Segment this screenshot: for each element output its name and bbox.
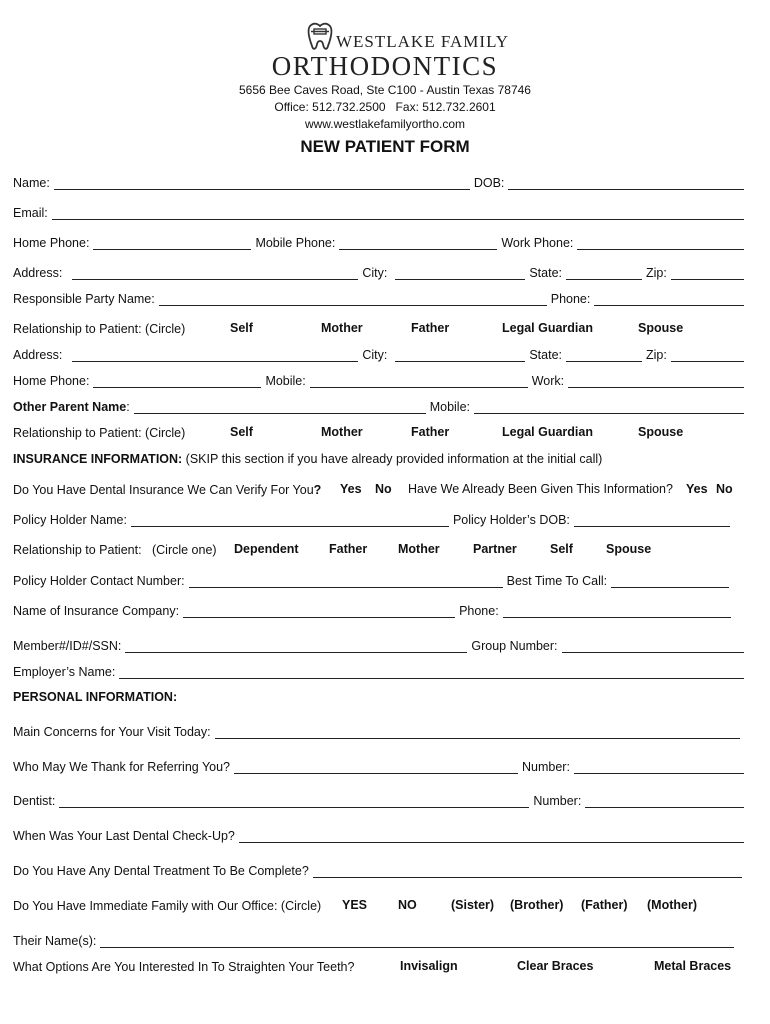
insurance-company-label: Name of Insurance Company: <box>13 604 180 618</box>
zip-2-field[interactable] <box>671 348 744 362</box>
state-field[interactable] <box>566 266 642 280</box>
referral-number-field[interactable] <box>574 760 744 774</box>
relationship-2-option-mother[interactable]: Mother <box>321 425 363 439</box>
dentist-number-field[interactable] <box>585 794 744 808</box>
practice-website[interactable]: www.westlakefamilyortho.com <box>304 117 466 131</box>
policy-option-father[interactable]: Father <box>329 542 368 556</box>
main-concerns-label: Main Concerns for Your Visit Today: <box>13 725 211 739</box>
mobile-2-field[interactable] <box>310 374 528 388</box>
relationship-option-mother[interactable]: Mother <box>321 321 363 335</box>
zip-2-label: Zip: <box>646 348 667 362</box>
policy-holder-dob-field[interactable] <box>574 513 730 527</box>
page-title: NEW PATIENT FORM <box>300 137 470 156</box>
policy-contact-field[interactable] <box>189 574 503 588</box>
row-phones-2 <box>13 370 748 388</box>
relationship-option-legal-guardian[interactable]: Legal Guardian <box>502 321 593 335</box>
home-phone-2-field[interactable] <box>93 374 261 388</box>
row-treatment-options <box>13 956 748 974</box>
responsible-party-field[interactable] <box>159 292 547 306</box>
home-phone-field[interactable] <box>93 236 251 250</box>
insurance-phone-field[interactable] <box>503 604 731 618</box>
treatment-label: Do You Have Any Dental Treatment To Be Complete? <box>13 864 309 878</box>
dob-label: DOB: <box>473 176 505 190</box>
relationship-2-option-father[interactable]: Father <box>411 425 450 439</box>
email-field[interactable] <box>52 206 744 220</box>
row-policy-relationship <box>13 539 748 557</box>
row-phones <box>13 232 748 250</box>
relationship-2-option-self[interactable]: Self <box>230 425 253 439</box>
row-member-id <box>13 635 748 653</box>
their-names-label: Their Name(s): <box>13 934 97 948</box>
policy-contact-label: Policy Holder Contact Number: <box>13 574 185 588</box>
main-concerns-field[interactable] <box>215 725 740 739</box>
city-2-field[interactable] <box>395 348 525 362</box>
member-id-label: Member#/ID#/SSN: <box>13 639 122 653</box>
row-relationship-2 <box>13 422 748 440</box>
last-checkup-field[interactable] <box>239 829 744 843</box>
treatment-field[interactable] <box>313 864 742 878</box>
other-parent-label: Other Parent Name <box>13 400 127 414</box>
state-label: State: <box>529 266 563 280</box>
family-mother-option[interactable]: (Mother) <box>647 898 697 912</box>
practice-address: 5656 Bee Caves Road, Ste C100 - Austin Texas 78746 <box>239 83 531 97</box>
insurance-heading: INSURANCE INFORMATION: <box>13 452 183 466</box>
responsible-phone-label: Phone: <box>550 292 591 306</box>
policy-relationship-label: Relationship to Patient: (Circle one) <box>13 543 217 557</box>
row-insurance-company <box>13 600 748 618</box>
insurance-verify-question: Do You Have Dental Insurance We Can Verify For You <box>13 483 314 497</box>
row-referral <box>13 756 748 774</box>
zip-field[interactable] <box>671 266 744 280</box>
state-2-label: State: <box>529 348 563 362</box>
their-names-field[interactable] <box>100 934 734 948</box>
family-brother-option[interactable]: (Brother) <box>510 898 564 912</box>
last-checkup-label: When Was Your Last Dental Check-Up? <box>13 829 235 843</box>
insurance-verify-question-mark: ? <box>313 483 322 497</box>
policy-option-spouse[interactable]: Spouse <box>606 542 652 556</box>
form-header <box>0 18 770 157</box>
personal-heading: PERSONAL INFORMATION: <box>13 690 178 704</box>
row-policy-holder <box>13 509 748 527</box>
tooth-logo-icon <box>300 20 340 54</box>
family-father-option[interactable]: (Father) <box>581 898 628 912</box>
work-phone-label: Work Phone: <box>501 236 574 250</box>
policy-option-mother[interactable]: Mother <box>398 542 440 556</box>
dentist-number-label: Number: <box>533 794 582 808</box>
other-parent-mobile-field[interactable] <box>474 400 744 414</box>
relationship-option-spouse[interactable]: Spouse <box>638 321 684 335</box>
city-2-label: City: <box>362 348 388 362</box>
address-2-label: Address: <box>13 348 63 362</box>
best-time-field[interactable] <box>611 574 729 588</box>
policy-option-self[interactable]: Self <box>550 542 573 556</box>
email-label: Email: <box>13 206 48 220</box>
relationship-option-self[interactable]: Self <box>230 321 253 335</box>
row-responsible-party <box>13 288 748 306</box>
practice-logo <box>0 18 770 80</box>
city-field[interactable] <box>395 266 525 280</box>
relationship-2-option-spouse[interactable]: Spouse <box>638 425 684 439</box>
row-immediate-family <box>13 895 748 913</box>
row-employer <box>13 661 748 679</box>
relationship-2-option-legal-guardian[interactable]: Legal Guardian <box>502 425 593 439</box>
zip-label: Zip: <box>646 266 667 280</box>
given-yes-option[interactable]: Yes <box>686 482 708 496</box>
verify-yes-option[interactable]: Yes <box>340 482 362 496</box>
practice-phones: Office: 512.732.2500 Fax: 512.732.2601 <box>274 100 496 114</box>
other-parent-colon: : <box>126 400 130 414</box>
family-question: Do You Have Immediate Family with Our Office: (Circle) <box>13 899 322 913</box>
insurance-heading-note: (SKIP this section if you have already provided information at the initial call) <box>182 452 603 466</box>
row-other-parent <box>13 396 748 414</box>
family-no-option[interactable]: NO <box>398 898 417 912</box>
insurance-given-question: Have We Already Been Given This Information? <box>408 482 673 496</box>
policy-option-dependent[interactable]: Dependent <box>234 542 299 556</box>
city-label: City: <box>362 266 388 280</box>
row-address <box>13 262 748 280</box>
row-last-checkup <box>13 825 748 843</box>
relationship-option-father[interactable]: Father <box>411 321 450 335</box>
option-metal-braces[interactable]: Metal Braces <box>654 959 732 973</box>
employer-label: Employer’s Name: <box>13 665 116 679</box>
referral-number-label: Number: <box>522 760 570 774</box>
relationship-label: Relationship to Patient: (Circle) <box>13 322 186 336</box>
row-their-names <box>13 930 748 948</box>
option-clear-braces[interactable]: Clear Braces <box>517 959 594 973</box>
insurance-section-heading <box>13 448 748 466</box>
mobile-phone-label: Mobile Phone: <box>255 236 336 250</box>
address-field[interactable] <box>72 266 358 280</box>
name-label: Name: <box>13 176 50 190</box>
logo-main-text: ORTHODONTICS <box>271 51 499 81</box>
row-name-dob <box>13 172 748 190</box>
work-phone-field[interactable] <box>577 236 744 250</box>
group-number-label: Group Number: <box>471 639 558 653</box>
row-main-concerns <box>13 721 748 739</box>
row-policy-contact <box>13 570 748 588</box>
insurance-phone-label: Phone: <box>459 604 499 618</box>
row-relationship-1 <box>13 318 748 336</box>
family-yes-option[interactable]: YES <box>342 898 368 912</box>
option-invisalign[interactable]: Invisalign <box>400 959 458 973</box>
given-no-option[interactable]: No <box>716 482 733 496</box>
personal-section-heading <box>13 686 748 704</box>
group-number-field[interactable] <box>562 639 744 653</box>
referral-field[interactable] <box>234 760 518 774</box>
row-address-2 <box>13 344 748 362</box>
row-insurance-verify <box>13 479 748 497</box>
insurance-company-field[interactable] <box>183 604 455 618</box>
policy-holder-dob-label: Policy Holder’s DOB: <box>452 513 570 527</box>
address-label: Address: <box>13 266 63 280</box>
verify-no-option[interactable]: No <box>375 482 392 496</box>
logo-top-text: WESTLAKE FAMILY <box>336 32 510 51</box>
family-sister-option[interactable]: (Sister) <box>451 898 495 912</box>
best-time-label: Best Time To Call: <box>506 574 608 588</box>
relationship-2-label: Relationship to Patient: (Circle) <box>13 426 186 440</box>
name-field[interactable] <box>54 176 470 190</box>
row-dentist <box>13 790 748 808</box>
row-treatment <box>13 860 748 878</box>
options-question: What Options Are You Interested In To Straighten Your Teeth? <box>13 960 355 974</box>
responsible-phone-field[interactable] <box>594 292 744 306</box>
other-parent-mobile-label: Mobile: <box>429 400 471 414</box>
policy-option-partner[interactable]: Partner <box>473 542 517 556</box>
policy-holder-name-field[interactable] <box>131 513 449 527</box>
responsible-party-label: Responsible Party Name: <box>13 292 155 306</box>
mobile-phone-field[interactable] <box>339 236 497 250</box>
policy-holder-name-label: Policy Holder Name: <box>13 513 127 527</box>
referral-label: Who May We Thank for Referring You? <box>13 760 231 774</box>
member-id-field[interactable] <box>125 639 467 653</box>
dentist-field[interactable] <box>59 794 529 808</box>
work-2-field[interactable] <box>568 374 744 388</box>
address-2-field[interactable] <box>72 348 358 362</box>
row-email <box>13 202 748 220</box>
home-phone-label: Home Phone: <box>13 236 90 250</box>
dentist-label: Dentist: <box>13 794 56 808</box>
other-parent-field[interactable] <box>134 400 426 414</box>
employer-field[interactable] <box>119 665 744 679</box>
home-phone-2-label: Home Phone: <box>13 374 90 388</box>
state-2-field[interactable] <box>566 348 642 362</box>
mobile-2-label: Mobile: <box>265 374 306 388</box>
work-2-label: Work: <box>531 374 565 388</box>
dob-field[interactable] <box>508 176 744 190</box>
